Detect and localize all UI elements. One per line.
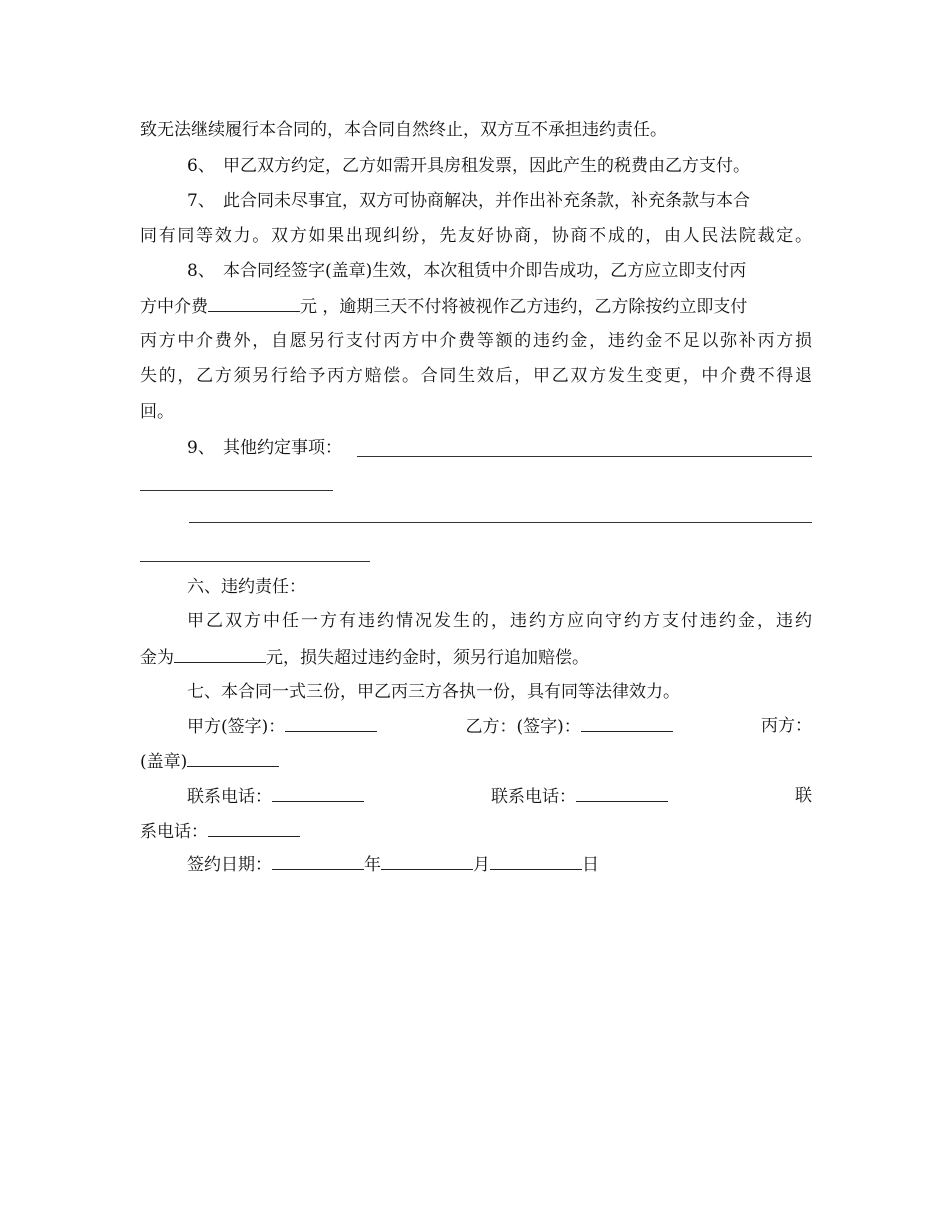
party-a-phone-blank[interactable] (272, 784, 364, 802)
party-b-signature-blank[interactable] (581, 714, 673, 732)
party-c-phone-start: 联 (795, 786, 812, 806)
signing-date-label: 签约日期： (187, 855, 272, 875)
section-6-title: 六、违约责任： (187, 577, 306, 597)
clause-9-number: 9、 (187, 438, 215, 458)
day-blank[interactable] (490, 852, 582, 870)
clause-8 (187, 259, 812, 283)
clause-6 (187, 154, 812, 178)
section-6-line-2: 金为 元，损失超过违约金时，须另行追加赔偿。 (140, 645, 812, 669)
party-b-phone: 联系电话： (491, 784, 668, 808)
other-terms-blank-1a[interactable] (357, 456, 812, 457)
month-blank[interactable] (381, 852, 473, 870)
clause-8-text: 本合同经签字(盖章)生效，本次租赁中介即告成功，乙方应立即支付丙 (223, 261, 747, 281)
other-terms-blank-2a[interactable] (189, 522, 812, 523)
agency-fee-blank[interactable] (208, 294, 300, 312)
penalty-amount-blank[interactable] (174, 645, 266, 663)
party-a-signature-blank[interactable] (285, 714, 377, 732)
other-terms-blank-2b[interactable] (140, 561, 370, 562)
clause-7-text: 此合同未尽事宜，双方可协商解决，并作出补充条款，补充条款与本合 (223, 191, 750, 211)
phone-row (187, 784, 812, 808)
party-a-phone: 联系电话： (187, 784, 364, 808)
clause-5-continuation: 致无法继续履行本合同的，本合同自然终止，双方互不承担违约责任。 (140, 120, 667, 140)
clause-8-line-4: 失的，乙方须另行给予丙方赔偿。合同生效后，甲乙双方发生变更，中介费不得退 (140, 366, 812, 386)
section-6-line-1: 甲乙双方中任一方有违约情况发生的，违约方应向守约方支付违约金，违约 (187, 611, 812, 631)
clause-7-number: 7、 (187, 191, 215, 211)
clause-9-text: 其他约定事项： (223, 438, 342, 458)
party-c-phone-blank[interactable] (208, 819, 300, 837)
party-c-label: 丙方： (761, 716, 812, 736)
other-terms-blank-1b[interactable] (140, 490, 333, 491)
party-c-seal-blank[interactable] (187, 749, 279, 767)
party-b-signature: 乙方：(签字)： (466, 714, 673, 738)
clause-8-line-2: 方中介费 元 ，逾期三天不付将被视作乙方违约，乙方除按约立即支付 (140, 294, 812, 318)
signature-row (187, 714, 812, 738)
clause-8-number: 8、 (187, 261, 215, 281)
year-blank[interactable] (272, 852, 364, 870)
clause-6-number: 6、 (187, 156, 215, 176)
clause-7-line-2: 同有同等效力。双方如果出现纠纷，先友好协商，协商不成的，由人民法院裁定。 (140, 226, 812, 246)
clause-8-line-5: 回。 (140, 402, 174, 422)
party-c-seal: (盖章) (140, 749, 812, 773)
clause-7 (187, 189, 812, 213)
signing-date-row: 签约日期： 年 月 日 (187, 852, 812, 876)
section-7: 七、本合同一式三份，甲乙丙三方各执一份，具有同等法律效力。 (187, 682, 680, 702)
party-c-phone: 系电话： (140, 819, 812, 843)
party-b-phone-blank[interactable] (576, 784, 668, 802)
party-a-signature: 甲方(签字)： (187, 714, 377, 738)
clause-8-line-3: 丙方中介费外，自愿另行支付丙方中介费等额的违约金，违约金不足以弥补丙方损 (140, 331, 812, 351)
clause-6-text: 甲乙双方约定，乙方如需开具房租发票，因此产生的税费由乙方支付。 (223, 156, 750, 176)
